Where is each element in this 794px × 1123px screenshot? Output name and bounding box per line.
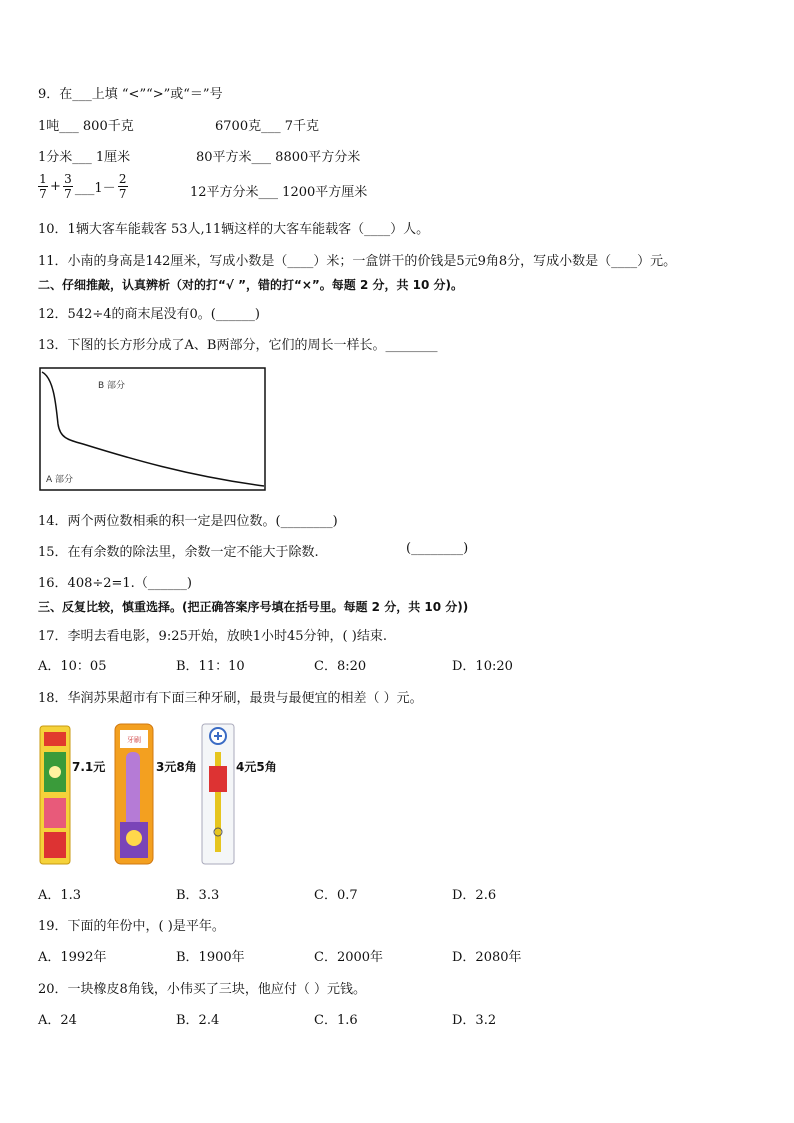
q20-option-b: B．2.4: [176, 1013, 220, 1028]
price-label-1: 7.1元: [72, 760, 106, 774]
rectangle-figure: [38, 366, 268, 494]
q18-option-d: D．2.6: [452, 888, 497, 903]
q9-row3-left: [38, 172, 128, 201]
q18-stem: 18．华润苏果超市有下面三种牙刷，最贵与最便宜的相差（ ）元。: [38, 691, 423, 706]
q9-row3-right: 12平方分米___ 1200平方厘米: [190, 185, 368, 200]
fraction-2-7: $\frac{2}{7}$: [118, 172, 127, 201]
toothbrush-3-image: [198, 722, 238, 868]
q18-option-b: B．3.3: [176, 888, 220, 903]
q15-answer-blank: (________): [406, 541, 469, 556]
compare-blank-minus: ___1－: [74, 181, 116, 196]
dividing-curve: [42, 372, 264, 486]
q9-title: 9．在___上填 “<”“>”或“＝”号: [38, 87, 223, 102]
q14: 14．两个两位数相乘的积一定是四位数。(________): [38, 514, 338, 529]
q13: 13．下图的长方形分成了A、B两部分，它们的周长一样长。________: [38, 338, 438, 353]
q17-option-b: B．11：10: [176, 659, 245, 674]
q9-row2-right: 80平方米___ 8800平方分米: [196, 150, 361, 165]
q17-stem: 17．李明去看电影，9:25开始，放映1小时45分钟，( )结束.: [38, 629, 387, 644]
q17-option-c: C．8:20: [314, 659, 367, 674]
q12: 12．542÷4的商末尾没有0。(______): [38, 307, 260, 322]
q9-row2-left: 1分米___ 1厘米: [38, 150, 131, 165]
fraction-3-7: $\frac{3}{7}$: [64, 172, 72, 201]
price-label-2: 3元8角: [156, 760, 197, 774]
q15: 15．在有余数的除法里，余数一定不能大于除数.: [38, 545, 319, 560]
q19-option-d: D．2080年: [452, 950, 522, 965]
q17-option-d: D．10:20: [452, 659, 513, 674]
section-3-heading: 三、反复比较，慎重选择。(把正确答案序号填在括号里。每题 2 分，共 10 分)): [38, 600, 469, 614]
price-label-3: 4元5角: [236, 760, 277, 774]
q20-stem: 20．一块橡皮8角钱，小伟买了三块，他应付（ ）元钱。: [38, 982, 366, 997]
rectangle-outline: [40, 368, 265, 490]
q18-option-c: C．0.7: [314, 888, 358, 903]
label-a-part: A 部分: [46, 475, 74, 485]
q16: 16．408÷2=1.（______): [38, 576, 192, 591]
q17-option-a: A．10：05: [38, 659, 107, 674]
brush-2-brand-text: 牙刷: [127, 736, 141, 744]
q19-option-c: C．2000年: [314, 950, 384, 965]
q20-option-d: D．3.2: [452, 1013, 497, 1028]
label-b-part: B 部分: [98, 381, 126, 391]
plus-sign: +: [50, 179, 61, 194]
q11: 11．小南的身高是142厘米，写成小数是（____）米；一盒饼干的价钱是5元9角8分，写成小数是（____）元。: [38, 254, 677, 269]
toothbrush-1-image: [38, 722, 108, 868]
toothbrush-2-image: [112, 722, 156, 868]
q18-option-a: A．1.3: [38, 888, 82, 903]
q19-option-b: B．1900年: [176, 950, 245, 965]
section-2-heading: 二、仔细推敲，认真辨析（对的打“√ ”，错的打“×”。每题 2 分，共 10 分)。: [38, 278, 464, 292]
q9-row1-left: 1吨___ 800千克: [38, 119, 134, 134]
fraction-1-7: $\frac{1}{7}$: [39, 172, 47, 201]
q19-option-a: A．1992年: [38, 950, 107, 965]
q19-stem: 19．下面的年份中，( )是平年。: [38, 919, 225, 934]
q20-option-a: A．24: [38, 1013, 77, 1028]
q9-row1-right: 6700克___ 7千克: [215, 119, 319, 134]
q20-option-c: C．1.6: [314, 1013, 358, 1028]
q10: 10．1辆大客车能载客 53人,11辆这样的大客车能载客（____）人。: [38, 222, 430, 237]
